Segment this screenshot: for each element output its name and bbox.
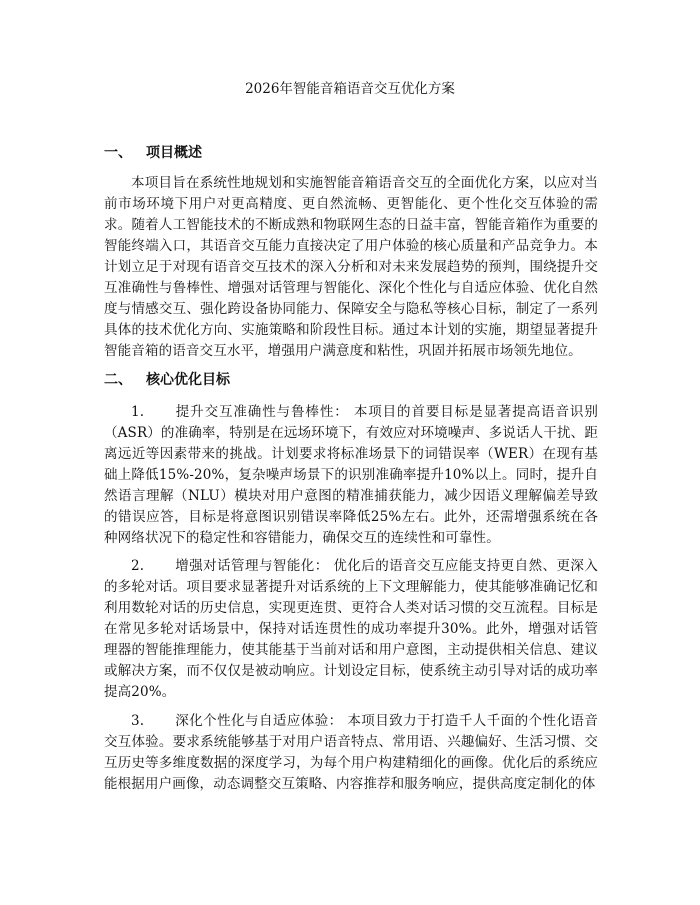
section-title: 项目概述 xyxy=(146,145,202,161)
item-text: 提升交互准确性与鲁棒性： 本项目的首要目标是显著提高语音识别（ASR）的准确率，特别是在远场环境下，有效应对环境噪声、多说话人干扰、距离远近等因素带来的挑战。计划要求将标准场景下的词错误率（WER）在现有基础上降低15%-20%，复杂噪声场景下的识别准确率提升10%以上。同时，提升自然语言理解（NLU）模块对用户意图的精准捕获能力，减少因语义理解偏差导致的错误应答，目标是将意图识别错误率降低25%左右。此外，还需增强系统在各种网络状况下的稳定性和容错能力，确保交互的连续性和可靠性。 xyxy=(104,404,598,546)
item-number: 3. xyxy=(131,713,145,729)
item-text: 深化个性化与自适应体验： 本项目致力于打造千人千面的个性化语音交互体验。要求系统能够基于对用户语音特点、常用语、兴趣偏好、生活习惯、交互历史等多维度数据的深度学习，为每个用户构建精细化的画像。优化后的系统应能根据用户画像，动态调整交互策略、内容推荐和服务响应，提供高度定制化的体 xyxy=(104,713,598,792)
item-number: 2. xyxy=(131,558,145,574)
item-number: 1. xyxy=(131,404,145,420)
goal-item-accuracy xyxy=(104,402,598,549)
goal-item-personalization xyxy=(104,711,598,795)
goal-item-dialogue xyxy=(104,556,598,703)
section-heading-overview xyxy=(104,143,202,163)
document-title: 2026年智能音箱语音交互优化方案 xyxy=(245,81,455,97)
section-number: 一、 xyxy=(104,145,132,161)
overview-paragraph: 本项目旨在系统性地规划和实施智能音箱语音交互的全面优化方案，以应对当前市场环境下用户对更高精度、更自然流畅、更智能化、更个性化交互体验的需求。随着人工智能技术的不断成熟和物联网生态的日益丰富，智能音箱作为重要的智能终端入口，其语音交互能力直接决定了用户体验的核心质量和产品竞争力。本计划立足于对现有语音交互技术的深入分析和对未来发展趋势的预判，围绕提升交互准确性与鲁棒性、增强对话管理与智能化、深化个性化与自适应体验、优化自然度与情感交互、强化跨设备协同能力、保障安全与隐私等核心目标，制定了一系列具体的技术优化方向、实施策略和阶段性目标。通过本计划的实施，期望显著提升智能音箱的语音交互水平，增强用户满意度和粘性，巩固并拓展市场领先地位。 xyxy=(104,175,598,359)
section-heading-goals xyxy=(104,370,230,390)
item-text: 增强对话管理与智能化： 优化后的语音交互应能支持更自然、更深入的多轮对话。项目要求显著提升对话系统的上下文理解能力，使其能够准确记忆和利用数轮对话的历史信息，实现更连贯、更符合人类对话习惯的交互流程。目标是在常见多轮对话场景中，保持对话连贯性的成功率提升30%。此外，增强对话管理器的智能推理能力，使其能基于当前对话和用户意图，主动提供相关信息、建议或解决方案，而不仅仅是被动响应。计划设定目标，使系统主动引导对话的成功率提高20%。 xyxy=(104,558,598,700)
section-title: 核心优化目标 xyxy=(146,372,230,388)
section-number: 二、 xyxy=(104,372,132,388)
